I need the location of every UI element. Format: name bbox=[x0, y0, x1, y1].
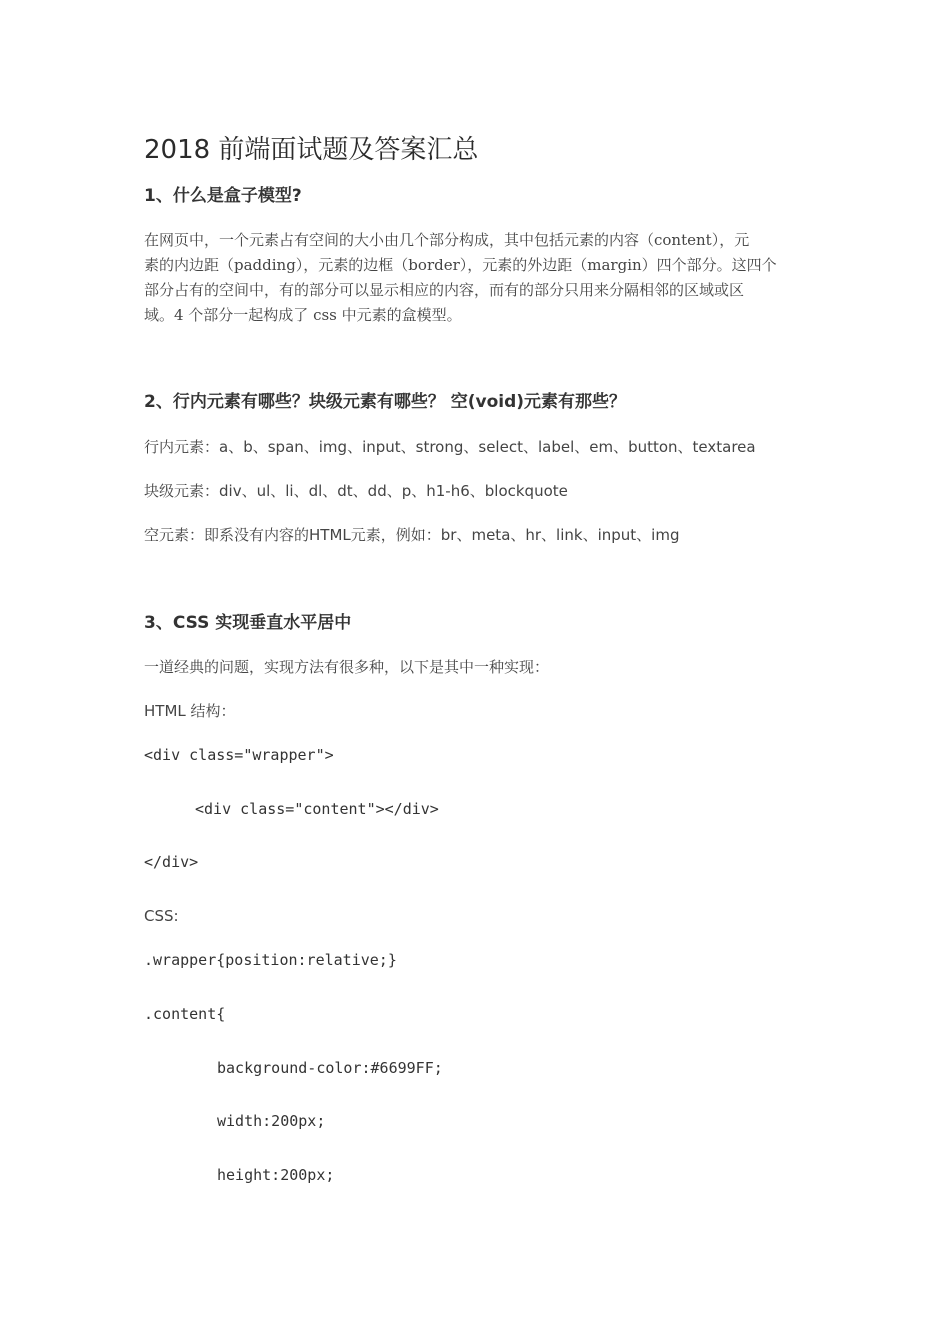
block-elements-line bbox=[144, 479, 568, 503]
code-line: width:200px; bbox=[217, 1112, 326, 1130]
document-title: 2018 前端面试题及答案汇总 bbox=[144, 135, 479, 165]
code-line: <div class="wrapper"> bbox=[144, 746, 334, 764]
void-elements-html-word: HTML bbox=[309, 526, 351, 544]
question-1-heading: 1、什么是盒子模型? bbox=[144, 186, 302, 206]
q1-paragraph-line-2: 素的内边距（padding），元素的边框（border），元素的外边距（margin）四个部分。这四个 bbox=[144, 256, 777, 274]
code-line: height:200px; bbox=[217, 1166, 335, 1184]
void-elements-label: 空元素：即系没有内容的 bbox=[144, 526, 310, 544]
q1-paragraph-line-1: 在网页中，一个元素占有空间的大小由几个部分构成，其中包括元素的内容（content），元 bbox=[144, 231, 750, 249]
q1-paragraph-line-4: 域。4 个部分一起构成了 css 中元素的盒模型。 bbox=[144, 306, 462, 324]
block-elements-label: 块级元素： bbox=[144, 482, 220, 500]
question-2-heading: 2、行内元素有哪些？块级元素有哪些？ 空(void)元素有那些？ bbox=[144, 392, 627, 412]
void-elements-value: br、meta、hr、link、input、img bbox=[440, 526, 680, 544]
css-label-text: CSS: bbox=[144, 907, 179, 925]
void-elements-line bbox=[144, 523, 679, 547]
question-3-heading: 3、CSS 实现垂直水平居中 bbox=[144, 613, 352, 633]
html-structure-label bbox=[144, 699, 236, 723]
code-line: <div class="content"></div> bbox=[195, 800, 439, 818]
void-elements-mid: 元素，例如： bbox=[350, 526, 441, 544]
code-line: .wrapper{position:relative;} bbox=[144, 951, 397, 969]
code-line: </div> bbox=[144, 853, 199, 871]
code-line: .content{ bbox=[144, 1005, 226, 1023]
block-elements-value: div、ul、li、dl、dt、dd、p、h1-h6、blockquote bbox=[219, 482, 568, 500]
inline-elements-label: 行内元素： bbox=[144, 438, 220, 456]
inline-elements-value: a、b、span、img、input、strong、select、label、em、button、textarea bbox=[219, 438, 756, 456]
inline-elements-line bbox=[144, 435, 756, 459]
q1-paragraph-line-3: 部分占有的空间中，有的部分可以显示相应的内容，而有的部分只用来分隔相邻的区域或区 bbox=[144, 281, 745, 299]
html-structure-label-latin: HTML bbox=[144, 702, 186, 720]
css-label bbox=[144, 904, 179, 928]
q3-intro: 一道经典的问题，实现方法有很多种，以下是其中一种实现： bbox=[144, 658, 550, 676]
html-structure-label-cn: 结构： bbox=[190, 702, 236, 720]
code-line: background-color:#6699FF; bbox=[217, 1059, 443, 1077]
